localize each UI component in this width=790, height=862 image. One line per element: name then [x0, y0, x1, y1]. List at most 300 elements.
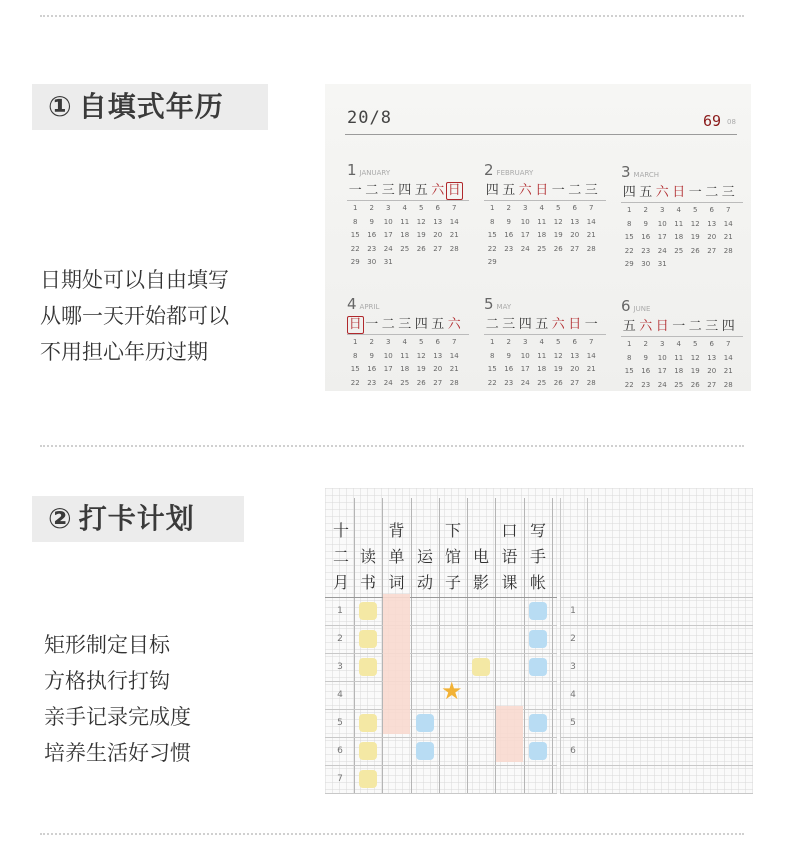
day-cell: 13	[570, 217, 580, 226]
weekday-label: 五	[535, 317, 549, 332]
day-cell: 8	[627, 219, 632, 228]
journal-check-mark	[529, 602, 547, 620]
day-cell: 27	[433, 244, 443, 253]
right-page-row-line	[560, 793, 753, 794]
right-page-row-number: 1	[570, 606, 576, 616]
day-cell: 4	[676, 206, 681, 214]
tracker-row-line	[325, 597, 557, 598]
day-cell: 8	[627, 353, 632, 362]
day-cell: 5	[419, 204, 424, 212]
day-cell: 3	[523, 204, 528, 212]
day-cell: 26	[690, 380, 700, 389]
weekday-label: 二	[568, 183, 582, 198]
day-cell: 10	[520, 217, 530, 226]
section-1-line-2: 从哪一天开始都可以	[40, 304, 229, 328]
reading-check-mark	[359, 658, 377, 676]
day-cell: 13	[707, 219, 717, 228]
day-cell: 18	[674, 367, 684, 375]
day-cell: 3	[660, 206, 665, 214]
calendar-month-1	[347, 160, 469, 266]
day-grid	[484, 339, 606, 387]
reading-check-mark	[359, 714, 377, 732]
weekday-label: 六	[431, 183, 445, 198]
day-grid	[621, 207, 743, 268]
weekday-header	[484, 316, 606, 335]
habit-header-char: 读	[359, 547, 376, 566]
weekday-label: 一	[688, 185, 702, 200]
day-cell: 4	[539, 338, 544, 346]
month-name: APRIL	[359, 303, 380, 311]
day-cell: 26	[416, 378, 426, 387]
right-page-row-line	[560, 597, 753, 598]
day-cell: 15	[350, 365, 360, 373]
weekday-label: 六	[551, 317, 565, 332]
calendar-month-4	[347, 294, 469, 387]
habit-header-char: 子	[444, 573, 461, 592]
speaking-class-goal-bar	[496, 706, 523, 762]
day-cell: 6	[572, 204, 577, 212]
day-cell: 13	[433, 351, 443, 360]
weekday-label: 四	[414, 317, 428, 332]
weekday-label: 六	[518, 183, 532, 198]
tracker-row-number: 6	[337, 746, 343, 756]
day-cell: 27	[570, 378, 580, 387]
day-cell: 18	[400, 365, 410, 373]
day-grid	[484, 205, 606, 266]
month-header-char: 月	[332, 573, 349, 592]
section-2-number: ②	[48, 502, 73, 535]
month-number: 3	[621, 163, 631, 181]
section-1-number: ①	[48, 90, 73, 123]
separator-top	[40, 15, 744, 17]
weekday-label: 日	[348, 317, 362, 332]
habit-header-char: 运	[416, 547, 433, 566]
day-cell: 19	[553, 365, 563, 373]
right-page-row-number: 4	[570, 690, 576, 700]
day-cell: 31	[657, 260, 667, 268]
month-name: JUNE	[633, 305, 651, 313]
weekday-label: 三	[381, 183, 395, 198]
tracker-column-line	[411, 498, 412, 794]
day-cell: 20	[433, 231, 443, 239]
day-cell: 4	[676, 340, 681, 348]
day-cell: 2	[369, 338, 374, 346]
month-name: MAY	[496, 303, 512, 311]
day-cell: 14	[723, 219, 733, 228]
section-2-line-4: 培养生活好习惯	[44, 741, 191, 765]
month-name: FEBRUARY	[496, 169, 534, 177]
month-name: JANUARY	[359, 169, 391, 177]
day-cell: 1	[353, 338, 358, 346]
day-cell: 24	[383, 378, 393, 387]
section-2-description	[44, 627, 191, 771]
habit-tracker-photo	[325, 488, 753, 794]
right-page-row-number: 5	[570, 718, 576, 728]
day-cell: 2	[506, 338, 511, 346]
day-cell: 12	[416, 217, 426, 226]
weekday-header	[347, 316, 469, 335]
day-cell: 8	[353, 351, 358, 360]
day-cell: 26	[690, 246, 700, 255]
day-cell: 22	[350, 244, 360, 253]
day-cell: 29	[624, 260, 634, 268]
section-1-title	[32, 84, 268, 130]
section-2-title-text: 打卡计划	[78, 502, 195, 535]
month-number: 6	[621, 297, 631, 315]
day-cell: 28	[723, 246, 733, 255]
habit-header-char: 词	[388, 573, 405, 592]
day-cell: 15	[487, 231, 497, 239]
tracker-column-line	[524, 498, 525, 794]
day-cell: 25	[400, 378, 410, 387]
day-cell: 2	[369, 204, 374, 212]
day-cell: 11	[537, 351, 547, 360]
day-cell: 6	[709, 206, 714, 214]
day-cell: 10	[383, 351, 393, 360]
section-1-line-3: 不用担心年历过期	[40, 340, 208, 364]
day-cell: 1	[627, 340, 632, 348]
calendar-month-5	[484, 294, 606, 387]
day-cell: 6	[709, 340, 714, 348]
month-name: MARCH	[633, 171, 660, 179]
day-cell: 18	[537, 365, 547, 373]
journal-check-mark	[529, 742, 547, 760]
day-cell: 17	[383, 231, 393, 239]
day-cell: 22	[487, 378, 497, 387]
habit-header-char: 背	[388, 521, 405, 540]
weekday-label: 二	[365, 183, 379, 198]
right-page-row-line	[560, 625, 753, 626]
day-cell: 9	[506, 217, 511, 226]
day-cell: 24	[657, 246, 667, 255]
day-cell: 10	[383, 217, 393, 226]
reading-check-mark	[359, 602, 377, 620]
day-cell: 11	[537, 217, 547, 226]
weekday-label: 一	[584, 317, 598, 332]
day-cell: 14	[449, 351, 459, 360]
right-page-row-line	[560, 681, 753, 682]
day-cell: 9	[369, 351, 374, 360]
weekday-label: 五	[414, 183, 428, 198]
day-cell: 1	[353, 204, 358, 212]
day-cell: 24	[383, 244, 393, 253]
day-cell: 5	[419, 338, 424, 346]
tracker-column-line	[552, 498, 553, 794]
day-cell: 28	[449, 378, 459, 387]
tracker-column-line	[439, 498, 440, 794]
day-cell: 11	[400, 217, 410, 226]
day-cell: 27	[707, 246, 717, 255]
day-cell: 1	[490, 204, 495, 212]
habit-header-char: 书	[359, 573, 376, 592]
habit-header-char: 写	[529, 521, 546, 540]
day-cell: 12	[690, 219, 700, 228]
tracker-row-number: 3	[337, 662, 343, 672]
habit-header-char: 口	[501, 521, 518, 540]
weekday-label: 二	[688, 319, 702, 334]
day-cell: 21	[586, 231, 596, 239]
day-cell: 7	[452, 338, 457, 346]
weekday-label: 四	[622, 185, 636, 200]
day-cell: 21	[449, 365, 459, 373]
day-cell: 22	[624, 246, 634, 255]
day-cell: 16	[641, 233, 651, 241]
day-cell: 21	[449, 231, 459, 239]
day-cell: 30	[641, 260, 651, 268]
day-cell: 8	[353, 217, 358, 226]
weekday-label: 三	[721, 185, 735, 200]
day-cell: 17	[657, 233, 667, 241]
day-cell: 18	[537, 231, 547, 239]
weekday-label: 日	[568, 317, 582, 332]
day-cell: 16	[504, 365, 514, 373]
day-cell: 4	[402, 338, 407, 346]
day-cell: 17	[657, 367, 667, 375]
right-page-row-line	[560, 765, 753, 766]
weekday-label: 六	[639, 319, 653, 334]
weekday-header	[347, 182, 469, 201]
weekday-label: 四	[398, 183, 412, 198]
day-cell: 27	[433, 378, 443, 387]
weekday-header	[621, 184, 743, 203]
habit-header-char: 课	[501, 573, 518, 592]
day-cell: 20	[707, 367, 717, 375]
day-cell: 27	[570, 244, 580, 253]
weekday-label: 五	[502, 183, 516, 198]
day-cell: 9	[643, 353, 648, 362]
day-cell: 2	[643, 206, 648, 214]
month-header-char: 十	[332, 521, 349, 540]
month-number: 2	[484, 161, 494, 179]
tracker-column-line	[467, 498, 468, 794]
calendar-month-3	[621, 162, 743, 268]
day-cell: 16	[367, 231, 377, 239]
day-cell: 19	[416, 231, 426, 239]
day-cell: 23	[367, 244, 377, 253]
day-cell: 12	[416, 351, 426, 360]
day-cell: 7	[589, 338, 594, 346]
day-cell: 20	[570, 231, 580, 239]
day-cell: 2	[643, 340, 648, 348]
habit-header-char: 单	[388, 547, 405, 566]
habit-header-char: 电	[472, 547, 489, 566]
day-cell: 7	[726, 340, 731, 348]
section-1-line-1: 日期处可以自由填写	[40, 268, 229, 292]
day-cell: 23	[641, 380, 651, 389]
calendar-header-rule	[345, 134, 737, 135]
day-cell: 26	[553, 244, 563, 253]
section-2-line-3: 亲手记录完成度	[44, 705, 191, 729]
right-page-column-line	[560, 498, 561, 794]
day-cell: 9	[506, 351, 511, 360]
habit-header-char: 馆	[444, 547, 461, 566]
day-cell: 5	[556, 338, 561, 346]
day-cell: 24	[520, 378, 530, 387]
weekday-label: 一	[348, 183, 362, 198]
vocabulary-goal-bar	[383, 594, 410, 734]
day-cell: 17	[520, 231, 530, 239]
day-cell: 23	[367, 378, 377, 387]
tracker-row-number: 1	[337, 606, 343, 616]
day-grid	[621, 341, 743, 389]
star-sticker-icon: ★	[441, 677, 463, 705]
day-cell: 20	[707, 233, 717, 241]
day-cell: 28	[586, 244, 596, 253]
weekday-label: 一	[672, 319, 686, 334]
section-2-line-1: 矩形制定目标	[44, 633, 170, 657]
journal-check-mark	[529, 630, 547, 648]
weekday-label: 日	[655, 319, 669, 334]
day-cell: 10	[657, 353, 667, 362]
day-cell: 5	[556, 204, 561, 212]
day-cell: 14	[586, 217, 596, 226]
section-1-title-text: 自填式年历	[78, 90, 224, 123]
day-cell: 9	[643, 219, 648, 228]
weekday-label: 四	[518, 317, 532, 332]
weekday-label: 三	[584, 183, 598, 198]
weekday-label: 四	[721, 319, 735, 334]
day-cell: 19	[690, 367, 700, 375]
calendar-month-6	[621, 296, 743, 389]
reading-check-mark	[359, 770, 377, 788]
habit-header-char: 动	[416, 573, 433, 592]
tracker-row-line	[325, 625, 557, 626]
weekday-label: 六	[447, 317, 461, 332]
day-cell: 6	[572, 338, 577, 346]
right-page-row-line	[560, 709, 753, 710]
day-cell: 19	[553, 231, 563, 239]
weekday-label: 日	[447, 183, 461, 198]
day-cell: 15	[624, 367, 634, 375]
day-cell: 17	[520, 365, 530, 373]
day-cell: 22	[350, 378, 360, 387]
day-cell: 18	[400, 231, 410, 239]
day-cell: 12	[553, 217, 563, 226]
day-cell: 23	[504, 244, 514, 253]
right-page-row-line	[560, 653, 753, 654]
day-cell: 10	[520, 351, 530, 360]
tracker-row-line	[325, 653, 557, 654]
weekday-label: 五	[622, 319, 636, 334]
day-cell: 29	[350, 258, 360, 266]
day-cell: 25	[674, 246, 684, 255]
weekday-label: 日	[672, 185, 686, 200]
right-page-row-line	[560, 737, 753, 738]
tracker-row-line	[325, 793, 557, 794]
day-cell: 1	[627, 206, 632, 214]
day-cell: 4	[539, 204, 544, 212]
day-cell: 2	[506, 204, 511, 212]
calendar-photo	[325, 84, 751, 391]
day-cell: 16	[367, 365, 377, 373]
day-cell: 25	[674, 380, 684, 389]
day-cell: 22	[624, 380, 634, 389]
right-page-column-line	[587, 498, 588, 794]
day-cell: 5	[693, 206, 698, 214]
weekday-label: 一	[365, 317, 379, 332]
day-cell: 3	[523, 338, 528, 346]
month-number: 1	[347, 161, 357, 179]
weekday-label: 日	[535, 183, 549, 198]
exercise-check-mark	[416, 742, 434, 760]
day-cell: 23	[504, 378, 514, 387]
day-cell: 8	[490, 351, 495, 360]
day-cell: 10	[657, 219, 667, 228]
day-cell: 3	[386, 338, 391, 346]
weekday-label: 六	[655, 185, 669, 200]
movie-check-mark	[472, 658, 490, 676]
day-cell: 23	[641, 246, 651, 255]
calendar-year: 20/8	[347, 108, 392, 128]
weekday-label: 五	[639, 185, 653, 200]
day-cell: 11	[674, 219, 684, 228]
day-cell: 14	[723, 353, 733, 362]
reading-check-mark	[359, 742, 377, 760]
day-cell: 24	[520, 244, 530, 253]
weekday-header	[484, 182, 606, 201]
day-cell: 3	[660, 340, 665, 348]
day-cell: 28	[586, 378, 596, 387]
day-cell: 25	[537, 378, 547, 387]
day-cell: 8	[490, 217, 495, 226]
weekday-label: 二	[705, 185, 719, 200]
weekday-label: 二	[381, 317, 395, 332]
tracker-row-number: 7	[337, 774, 343, 784]
day-cell: 28	[449, 244, 459, 253]
right-page-row-number: 2	[570, 634, 576, 644]
day-cell: 20	[570, 365, 580, 373]
section-2-line-2: 方格执行打钩	[44, 669, 170, 693]
day-grid	[347, 339, 469, 387]
right-page-row-number: 6	[570, 746, 576, 756]
habit-header-char: 下	[444, 521, 461, 540]
day-cell: 12	[690, 353, 700, 362]
tracker-row-number: 4	[337, 690, 343, 700]
month-header-char: 二	[332, 547, 349, 566]
weekday-header	[621, 318, 743, 337]
day-cell: 27	[707, 380, 717, 389]
day-cell: 30	[367, 258, 377, 266]
reading-check-mark	[359, 630, 377, 648]
day-cell: 5	[693, 340, 698, 348]
journal-check-mark	[529, 658, 547, 676]
exercise-check-mark	[416, 714, 434, 732]
habit-header-char: 帐	[529, 573, 546, 592]
habit-header-char: 手	[529, 547, 546, 566]
day-cell: 26	[416, 244, 426, 253]
day-cell: 29	[487, 258, 497, 266]
right-page-row-number: 3	[570, 662, 576, 672]
weekday-label: 四	[485, 183, 499, 198]
day-cell: 3	[386, 204, 391, 212]
habit-header-char: 语	[501, 547, 518, 566]
day-cell: 14	[586, 351, 596, 360]
day-cell: 25	[400, 244, 410, 253]
day-cell: 16	[641, 367, 651, 375]
day-cell: 15	[487, 365, 497, 373]
day-cell: 7	[452, 204, 457, 212]
day-cell: 11	[674, 353, 684, 362]
weekday-label: 五	[431, 317, 445, 332]
day-cell: 1	[490, 338, 495, 346]
day-cell: 19	[416, 365, 426, 373]
day-cell: 21	[723, 233, 733, 241]
day-cell: 18	[674, 233, 684, 241]
separator-bottom	[40, 833, 744, 835]
month-number: 5	[484, 295, 494, 313]
day-cell: 28	[723, 380, 733, 389]
habit-header-char: 影	[472, 573, 489, 592]
